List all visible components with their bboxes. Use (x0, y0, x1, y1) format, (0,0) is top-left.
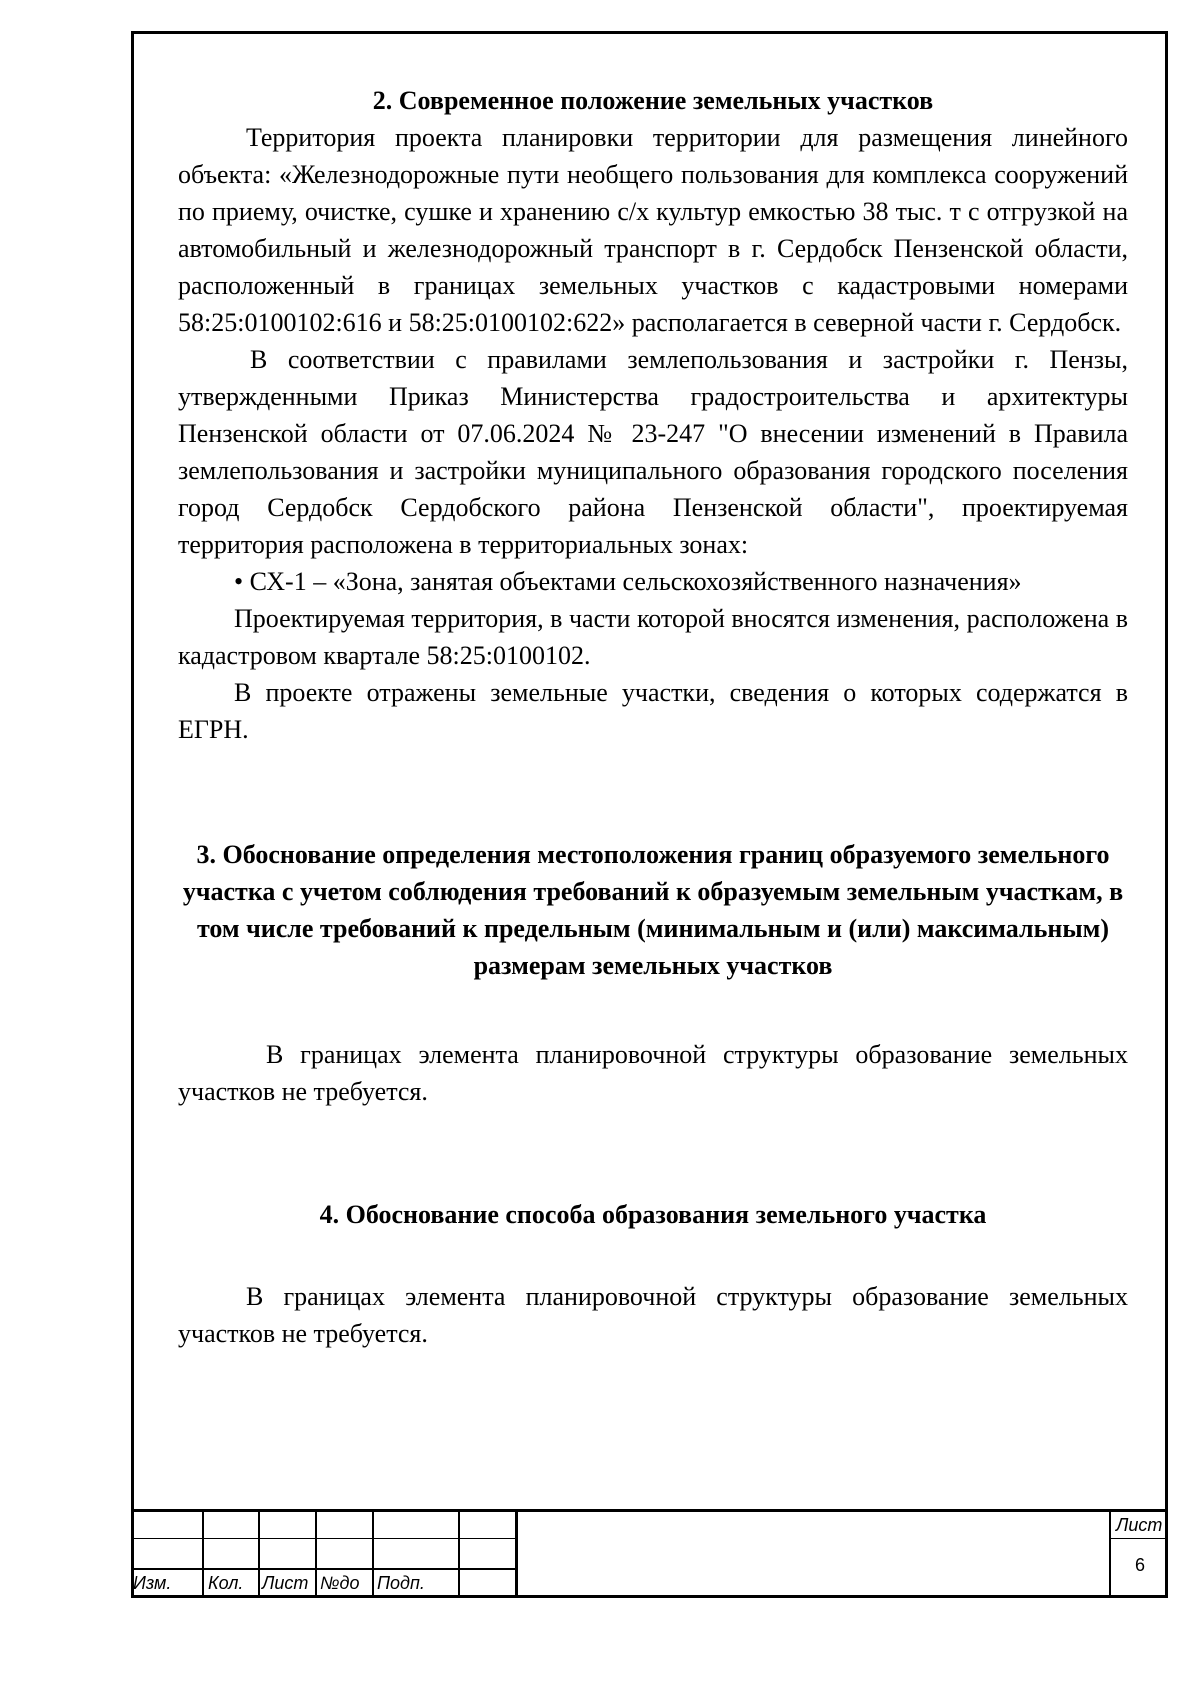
stamp-label-list: Лист (262, 1573, 309, 1593)
stamp-top-line (131, 1509, 1168, 1512)
section-2-paragraph-2: В соответствии с правилами землепользования и застройки г. Пензы, утвержденными Приказ Министерства градостроительства и архитектуры Пензенской области от 07.06.2024 № 23-247 "О внесении изменений в Правила землепользования и застройки муниципального образования городского поселения город Сердобск Сердобского района Пензенской области", проектируемая территория расположена в территориальных зонах: (178, 345, 1128, 559)
section-2-paragraph-1: Территория проекта планировки территории для размещения линейного объекта: «Железнодорожные пути необщего пользования для комплекса сооружений по приему, очистке, сушке и хранению с/х культур емкостью 38 тыс. т с отгрузкой на автомобильный и железнодорожный транспорт в г. Сердобск Пензенской области, расположенный в границах земельных участков с кадастровыми номерами 58:25:0100102:616 и 58:25:0100102:622» располагается в северной части г. Сердобск. (178, 123, 1128, 337)
stamp-label-kol: Кол. (208, 1573, 244, 1593)
section-2-paragraph-4: В проекте отражены земельные участки, сведения о которых содержатся в ЕГРН. (178, 678, 1128, 744)
stamp-sheet-line (1110, 1538, 1168, 1539)
section-4-paragraph-1: В границах элемента планировочной структуры образование земельных участков не требуется. (178, 1282, 1128, 1348)
stamp-sheet-label: Лист (1116, 1515, 1163, 1535)
section-3-paragraph-1: В границах элемента планировочной структуры образование земельных участков не требуется. (178, 1040, 1128, 1106)
zone-bullet: • СХ-1 – «Зона, занятая объектами сельскохозяйственного назначения» (234, 567, 1022, 596)
stamp-label-izm: Изм. (133, 1573, 172, 1593)
stamp-col-line (1109, 1509, 1111, 1598)
section-2-paragraph-3: Проектируемая территория, в части которой вносятся изменения, расположена в кадастровом квартале 58:25:0100102. (178, 604, 1128, 670)
stamp-label-ndoc: №до (320, 1573, 360, 1593)
document-body (178, 82, 1128, 1352)
stamp-sheet-number: 6 (1135, 1555, 1146, 1575)
stamp-label-podp: Подп. (377, 1573, 425, 1593)
stamp-col-line (202, 1509, 204, 1598)
section-3-title: 3. Обоснование определения местоположения границ образуемого земельного участка с учетом соблюдения требований к образуемым земельным участкам, в том числе требований к предельным (минимальным и (или) максимальным) размерам земельных участков (182, 840, 1124, 980)
stamp-col-line (258, 1509, 260, 1598)
stamp-col-line (515, 1509, 518, 1598)
stamp-col-line (458, 1509, 460, 1598)
spacer (178, 1233, 1128, 1278)
stamp-col-line (372, 1509, 374, 1598)
spacer (178, 1110, 1128, 1196)
section-4-title: 4. Обоснование способа образования земельного участка (319, 1200, 987, 1229)
stamp-col-line (315, 1509, 317, 1598)
spacer (178, 984, 1128, 1036)
title-block-stamp (131, 1509, 1168, 1598)
section-2-title: 2. Современное положение земельных участков (372, 86, 934, 115)
spacer (178, 748, 1128, 836)
